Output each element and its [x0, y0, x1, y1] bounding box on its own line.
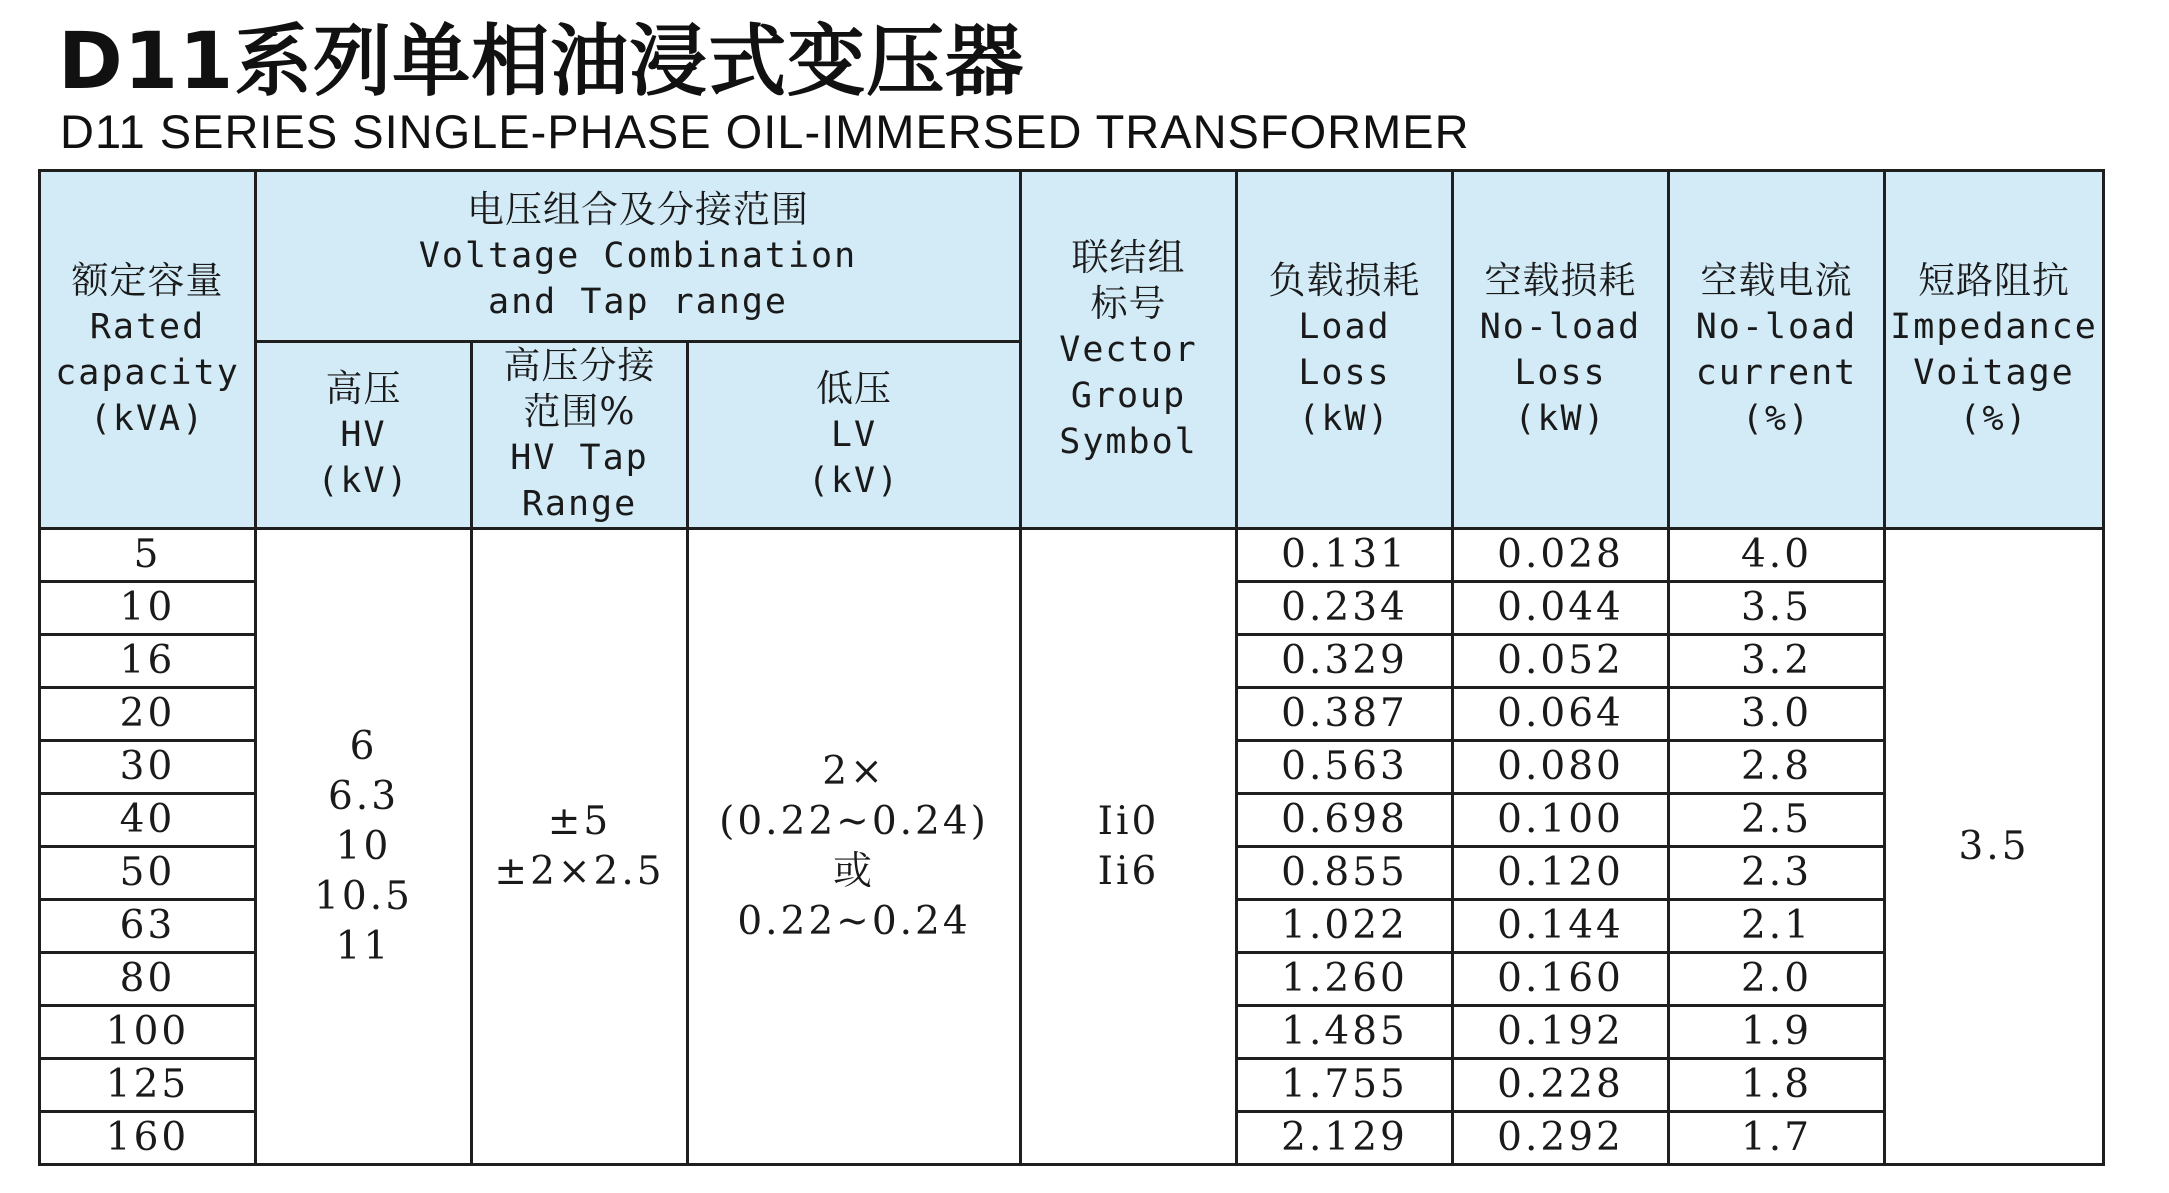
cell-noload-loss: 0.028	[1453, 529, 1669, 582]
cell-lv-values-line: 或	[832, 848, 875, 894]
spec-table	[38, 169, 2105, 1166]
table-body	[40, 529, 2104, 1165]
cell-noload-loss: 0.100	[1453, 794, 1669, 847]
cell-load-loss: 1.260	[1237, 953, 1453, 1006]
cell-noload-loss: 0.064	[1453, 688, 1669, 741]
header-voltage-cn: 电压组合及分接范围	[467, 188, 809, 231]
cell-lv-values	[688, 529, 1021, 1165]
cell-load-loss: 0.131	[1237, 529, 1453, 582]
cell-load-loss: 1.022	[1237, 900, 1453, 953]
cell-noload-loss: 0.052	[1453, 635, 1669, 688]
cell-load-loss: 0.855	[1237, 847, 1453, 900]
header-noload-current	[1669, 171, 1885, 529]
header-noload-current-cn: 空载电流	[1700, 258, 1853, 302]
cell-noload-current: 1.9	[1669, 1006, 1885, 1059]
cell-noload-loss: 0.228	[1453, 1059, 1669, 1112]
cell-load-loss: 2.129	[1237, 1112, 1453, 1165]
cell-load-loss: 1.755	[1237, 1059, 1453, 1112]
cell-lv-values-line: 0.22~0.24	[737, 898, 971, 944]
header-voltage-combination	[256, 171, 1021, 342]
cell-hv-values-line: 6	[349, 723, 378, 769]
cell-lv-values-line: (0.22~0.24)	[719, 798, 989, 844]
header-hv-tap-cn-1: 高压分接	[503, 344, 656, 387]
header-lv-cn: 低压	[816, 367, 892, 410]
header-lv-en: LV	[830, 415, 878, 455]
cell-capacity: 160	[40, 1112, 256, 1165]
cell-noload-current: 2.8	[1669, 741, 1885, 794]
cell-noload-loss: 0.080	[1453, 741, 1669, 794]
header-lv	[688, 342, 1021, 529]
cell-load-loss: 0.387	[1237, 688, 1453, 741]
cell-impedance-value-line: 3.5	[1958, 823, 2030, 869]
cell-noload-current: 4.0	[1669, 529, 1885, 582]
cell-hv-values-line: 10.5	[314, 873, 413, 919]
header-load-loss	[1237, 171, 1453, 529]
cell-lv-values-line: 2×	[822, 748, 886, 794]
cell-noload-loss: 0.192	[1453, 1006, 1669, 1059]
header-rated-capacity	[40, 171, 256, 529]
cell-load-loss: 0.698	[1237, 794, 1453, 847]
header-noload-loss-unit: (kW)	[1514, 398, 1607, 439]
cell-capacity: 50	[40, 847, 256, 900]
cell-noload-current: 1.7	[1669, 1112, 1885, 1165]
cell-noload-current: 1.8	[1669, 1059, 1885, 1112]
cell-hv-tap-values-line: ±2×2.5	[494, 848, 665, 894]
table-row	[40, 529, 2104, 582]
header-impedance-en-1: Impedance	[1890, 306, 2098, 347]
header-impedance-en-2: Voitage	[1913, 352, 2075, 393]
cell-noload-current: 2.5	[1669, 794, 1885, 847]
cell-load-loss: 0.234	[1237, 582, 1453, 635]
header-voltage-en-2: and Tap range	[488, 282, 788, 322]
cell-capacity: 16	[40, 635, 256, 688]
header-noload-current-en-1: No-load	[1695, 306, 1858, 347]
cell-load-loss: 0.329	[1237, 635, 1453, 688]
header-impedance-unit: (%)	[1959, 398, 2029, 439]
cell-noload-loss: 0.044	[1453, 582, 1669, 635]
cell-noload-current: 3.2	[1669, 635, 1885, 688]
cell-noload-current: 2.0	[1669, 953, 1885, 1006]
cell-noload-loss: 0.292	[1453, 1112, 1669, 1165]
header-vector-group	[1021, 171, 1237, 529]
cell-noload-current: 2.1	[1669, 900, 1885, 953]
cell-vector-values-line: Ii0	[1097, 798, 1160, 844]
cell-capacity: 20	[40, 688, 256, 741]
cell-noload-current: 3.5	[1669, 582, 1885, 635]
cell-hv-tap-values	[472, 529, 688, 1165]
header-lv-unit: (kV)	[807, 461, 901, 501]
cell-hv-values-line: 6.3	[327, 773, 400, 819]
header-noload-loss-en-2: Loss	[1514, 352, 1607, 393]
cell-hv-values-line: 11	[335, 923, 392, 969]
header-rated-en-2: capacity	[55, 352, 240, 393]
header-voltage-en-1: Voltage Combination	[418, 236, 858, 276]
header-hv-unit: (kV)	[317, 461, 410, 501]
cell-load-loss: 1.485	[1237, 1006, 1453, 1059]
cell-noload-loss: 0.120	[1453, 847, 1669, 900]
cell-vector-values-line: Ii6	[1097, 848, 1160, 894]
header-vector-cn-1: 联结组	[1071, 235, 1186, 279]
header-load-loss-unit: (kW)	[1298, 398, 1391, 439]
header-vector-cn-2: 标号	[1090, 281, 1167, 325]
cell-impedance-value	[1885, 529, 2104, 1165]
cell-noload-current: 2.3	[1669, 847, 1885, 900]
header-noload-current-en-2: current	[1695, 352, 1858, 393]
cell-capacity: 10	[40, 582, 256, 635]
cell-hv-tap-values-line: ±5	[547, 798, 612, 844]
header-noload-loss-en-1: No-load	[1479, 306, 1642, 347]
cell-capacity: 125	[40, 1059, 256, 1112]
header-impedance	[1885, 171, 2104, 529]
cell-capacity: 40	[40, 794, 256, 847]
header-hv-cn: 高压	[325, 367, 402, 410]
cell-capacity: 5	[40, 529, 256, 582]
cell-noload-loss: 0.160	[1453, 953, 1669, 1006]
page-title: D11系列单相油浸式变压器	[58, 17, 1025, 107]
header-rated-cn: 额定容量	[71, 258, 224, 302]
header-rated-en-1: Rated	[89, 306, 206, 347]
cell-hv-values-line: 10	[335, 823, 392, 869]
cell-capacity: 63	[40, 900, 256, 953]
header-hv	[256, 342, 472, 529]
header-load-loss-en-2: Loss	[1298, 352, 1391, 393]
cell-noload-loss: 0.144	[1453, 900, 1669, 953]
header-impedance-cn: 短路阻抗	[1918, 258, 2070, 302]
header-hv-tap	[472, 342, 688, 529]
cell-load-loss: 0.563	[1237, 741, 1453, 794]
header-vector-en-3: Symbol	[1059, 421, 1198, 462]
header-vector-en-2: Group	[1070, 375, 1187, 416]
header-noload-current-unit: (%)	[1741, 398, 1812, 439]
header-hv-tap-cn-2: 范围%	[523, 390, 636, 433]
cell-capacity: 100	[40, 1006, 256, 1059]
cell-capacity: 30	[40, 741, 256, 794]
header-load-loss-cn: 负载损耗	[1268, 258, 1421, 302]
header-noload-loss	[1453, 171, 1669, 529]
header-hv-tap-en-2: Range	[521, 484, 638, 524]
header-hv-tap-en-1: HV Tap	[510, 438, 649, 478]
cell-vector-values	[1021, 529, 1237, 1165]
cell-noload-current: 3.0	[1669, 688, 1885, 741]
header-hv-en: HV	[340, 415, 387, 455]
page-subtitle: D11 SERIES SINGLE-PHASE OIL-IMMERSED TRANSFORMER	[60, 105, 1470, 158]
cell-capacity: 80	[40, 953, 256, 1006]
header-noload-loss-cn: 空载损耗	[1484, 258, 1637, 302]
cell-hv-values	[256, 529, 472, 1165]
header-vector-en-1: Vector	[1059, 329, 1198, 370]
header-rated-unit: (kVA)	[89, 398, 206, 439]
header-load-loss-en-1: Load	[1298, 306, 1391, 347]
